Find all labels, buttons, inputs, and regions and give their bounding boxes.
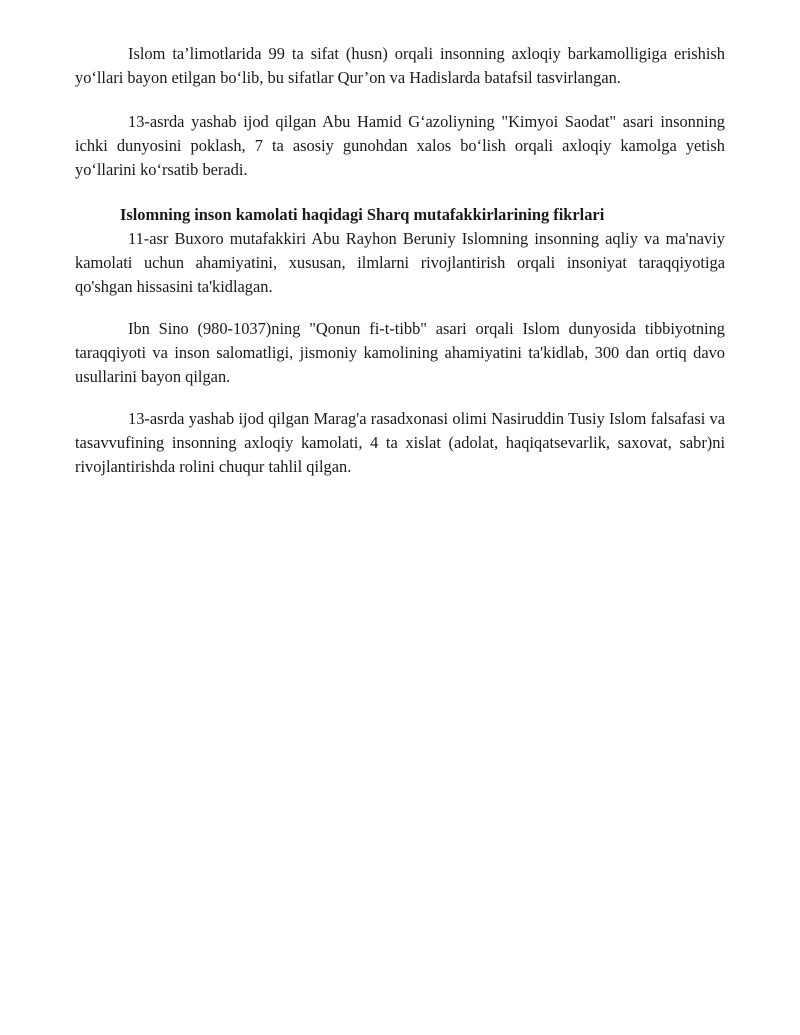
paragraph-islom-sifatlar: Islom ta’limotlarida 99 ta sifat (husn) orqali insonning axloqiy barkamolligiga erishish yo‘llari bayon etilgan bo‘lib, bu sifatlar Qur’on va Hadislarda batafsil tasvirlangan. [75, 44, 725, 87]
paragraph-gazoliy: 13-asrda yashab ijod qilgan Abu Hamid G‘azoliyning "Kimyoi Saodat" asari insonning ichki dunyosini poklash, 7 ta asosiy gunohdan xalos bo‘lish orqali axloqiy kamolga yetish yo‘llarini ko‘rsatib beradi. [75, 112, 725, 179]
paragraph-beruniy: 11-asr Buxoro mutafakkiri Abu Rayhon Beruniy Islomning insonning aqliy va ma'naviy kamolati uchun ahamiyatini, xususan, ilmlarni rivojlantirish orqali insoniyat taraqqiyotiga qo'shgan hissasini ta'kidlagan. [75, 229, 725, 296]
paragraph-ibn-sino: Ibn Sino (980-1037)ning "Qonun fi-t-tibb" asari orqali Islom dunyosida tibbiyotning taraqqiyoti va inson salomatligi, jismoniy kamolining ahamiyatini ta'kidlab, 300 dan ortiq davo usullarini bayon qilgan. [75, 319, 725, 386]
section-heading: Islomning inson kamolati haqidagi Sharq mutafakkirlarining fikrlari [120, 205, 605, 224]
paragraph-tusiy: 13-asrda yashab ijod qilgan Marag'a rasadxonasi olimi Nasiruddin Tusiy Islom falsafasi va tasavvufining insonning axloqiy kamolati, 4 ta xislat (adolat, haqiqatsevarlik, saxovat, sabr)ni rivojlantirishda rolini chuqur tahlil qilgan. [75, 409, 725, 476]
document-page [75, 42, 725, 479]
